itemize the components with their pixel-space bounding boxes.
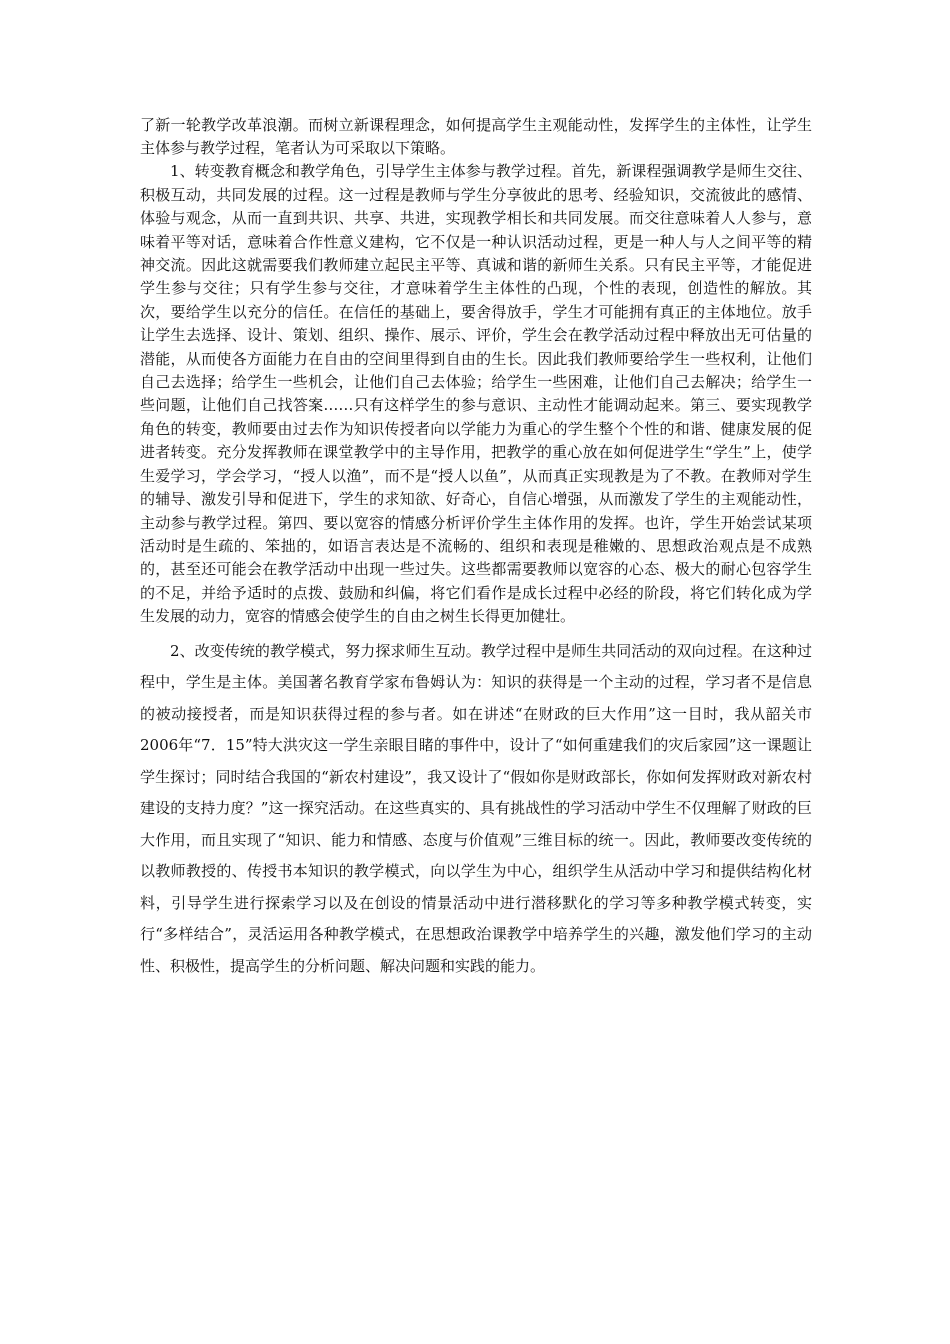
paragraph-strategy-2: 2、改变传统的教学模式，努力探求师生互动。教学过程中是师生共同活动的双向过程。在这种过程中，学生是主体。美国著名教育学家布鲁姆认为：知识的获得是一个主动的过程，学习者不是信息的被动接授者，而是知识获得过程的参与者。如在讲述“在财政的巨大作用”这一目时，我从韶关市2006年“7．15”特大洪灾这一学生亲眼目睹的事件中，设计了“如何重建我们的灾后家园”这一课题让学生探讨；同时结合我国的“新农村建设”，我又设计了“假如你是财政部长，你如何发挥财政对新农村建设的支持力度？”这一探究活动。在这些真实的、具有挑战性的学习活动中学生不仅理解了财政的巨大作用，而且实现了“知识、能力和情感、态度与价值观”三维目标的统一。因此，教师要改变传统的以教师教授的、传授书本知识的教学模式，向以学生为中心，组织学生从活动中学习和提供结构化材料，引导学生进行探索学习以及在创设的情景活动中进行潜移默化的学习等多种教学模式转变，实行“多样结合”，灵活运用各种教学模式，在思想政治课教学中培养学生的兴趣，激发他们学习的主动性、积极性，提高学生的分析问题、解决问题和实践的能力。: [140, 641, 812, 975]
paragraph-intro: 了新一轮教学改革浪潮。而树立新课程理念，如何提高学生主观能动性，发挥学生的主体性，让学生主体参与教学过程，笔者认为可采取以下策略。: [140, 116, 812, 158]
paragraph-strategy-1: 1、转变教育概念和教学角色，引导学生主体参与教学过程。首先，新课程强调教学是师生交往、积极互动，共同发展的过程。这一过程是教师与学生分享彼此的思考、经验知识，交流彼此的感情、体验与观念，从而一直到共识、共享、共进，实现教学相长和共同发展。而交往意味着人人参与，意味着平等对话，意味着合作性意义建构，它不仅是一种认识活动过程，更是一种人与人之间平等的精神交流。因此这就需要我们教师建立起民主平等、真诚和谐的新师生关系。只有民主平等，才能促进学生参与交往；只有学生参与交往，才意味着学生主体性的凸现，个性的表现，创造性的解放。其次，要给学生以充分的信任。在信任的基础上，要舍得放手，学生才可能拥有真正的主体地位。放手让学生去选择、设计、策划、组织、操作、展示、评价，学生会在教学活动过程中释放出无可估量的潜能，从而使各方面能力在自由的空间里得到自由的生长。因此我们教师要给学生一些权利，让他们自己去选择；给学生一些机会，让他们自己去体验；给学生一些困难，让他们自己去解决；给学生一些问题，让他们自己找答案……只有这样学生的参与意识、主动性才能调动起来。第三、要实现教学角色的转变，教师要由过去作为知识传授者向以学能力为重心的学生整个个性的和谐、健康发展的促进者转变。充分发挥教师在课堂教学中的主导作用，把教学的重心放在如何促进学生“学生”上，使学生爱学习，学会学习，“授人以渔”，而不是“授人以鱼”，从而真正实现教是为了不教。在教师对学生的辅导、激发引导和促进下，学生的求知欲、好奇心，自信心增强，从而激发了学生的主观能动性，主动参与教学过程。第四、要以宽容的情感分析评价学生主体作用的发挥。也许，学生开始尝试某项活动时是生疏的、笨拙的，如语言表达是不流畅的、组织和表现是稚嫩的、思想政治观点是不成熟的，甚至还可能会在教学活动中出现一些过失。这些都需要教师以宽容的心态、极大的耐心包容学生的不足，并给予适时的点拨、鼓励和纠偏，将它们看作是成长过程中必经的阶段，将它们转化成为学生发展的动力，宽容的情感会使学生的自由之树生长得更加健壮。: [140, 162, 812, 626]
document-page: [140, 114, 812, 982]
